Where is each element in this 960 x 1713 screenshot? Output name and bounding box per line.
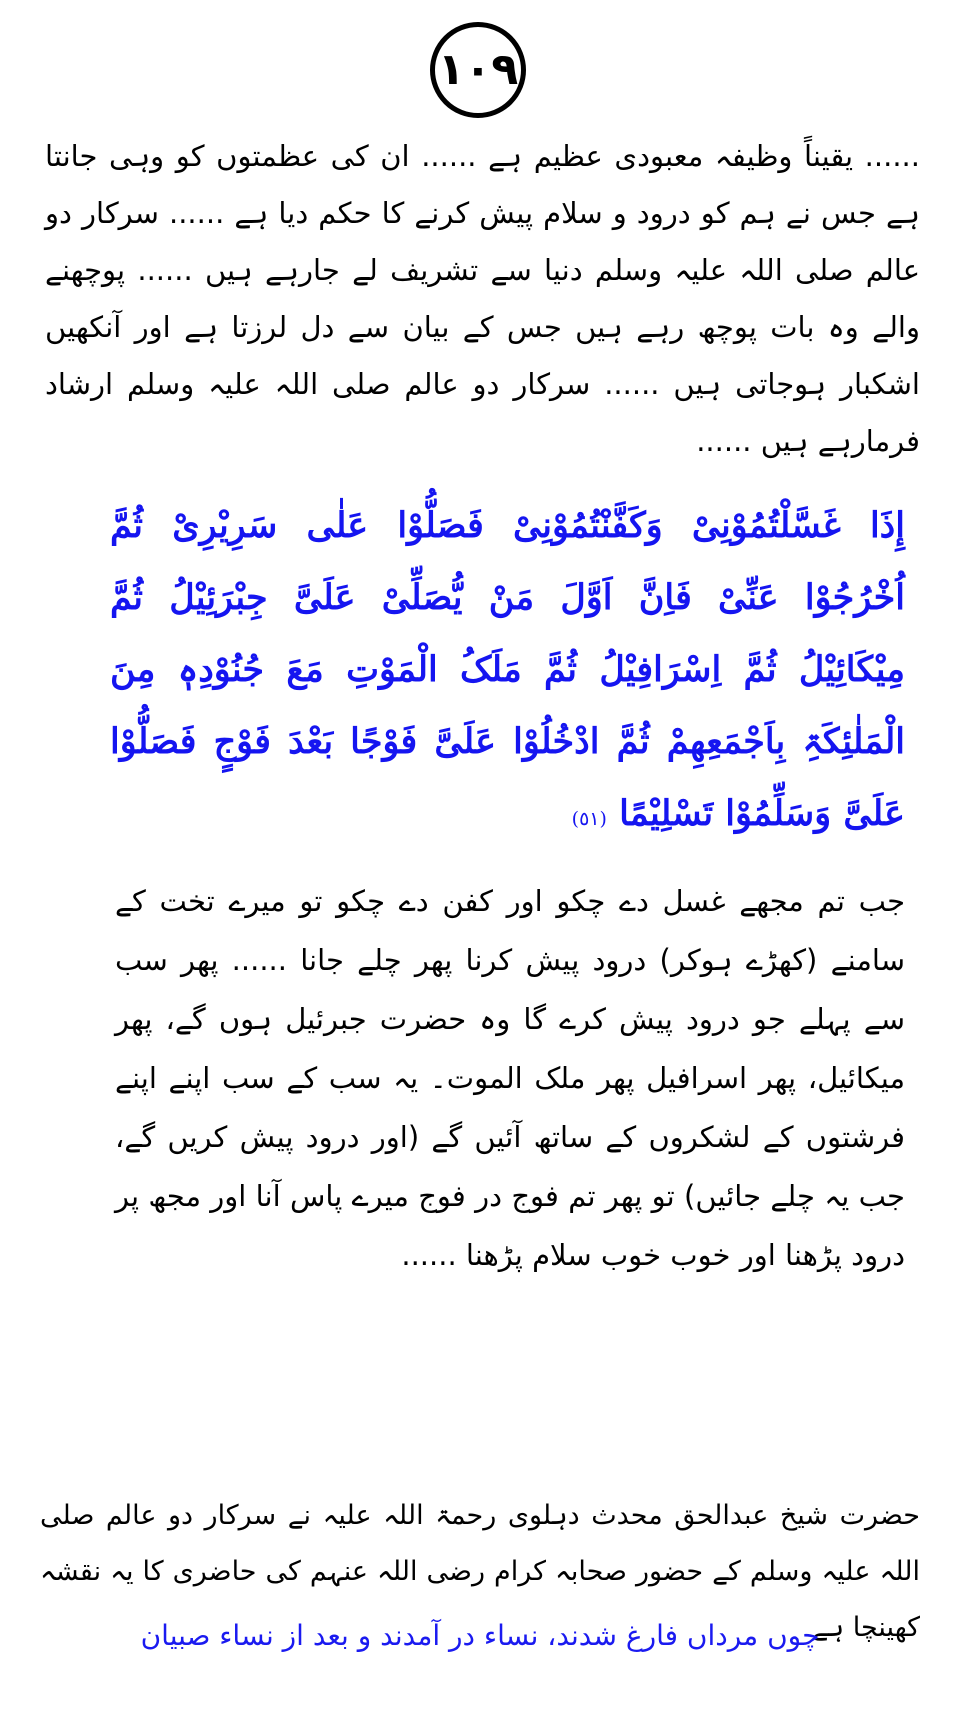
intro-paragraph: ...... یقیناً وظیفہ معبودی عظیم ہے ...... ان کی عظمتوں کو وہی جانتا ہے جس نے ہم کو درود و سلام پیش کرنے کا حکم دیا ہے ...... سرکار دو عالم صلی اللہ علیہ وسلم دنیا سے تشریف لے جارہے ہیں ...... پوچھنے والے وہ بات پوچھ رہے ہیں جس کے بیان سے دل لرزتا ہے اور آنکھیں اشکبار ہوجاتی ہیں ...... سرکار دو عالم صلی اللہ علیہ وسلم ارشاد فرمارہے ہیں ...... <box>45 139 920 458</box>
closing-paragraph: حضرت شیخ عبدالحق محدث دہلوی رحمۃ اللہ علیہ نے سرکار دو عالم صلی اللہ علیہ وسلم کے حضور صحابہ کرام رضی اللہ عنہم کی حاضری کا یہ نقشہ کھینچا ہے <box>40 1500 920 1643</box>
page-number-badge <box>430 22 526 118</box>
urdu-translation-paragraph: جب تم مجھے غسل دے چکو اور کفن دے چکو تو میرے تخت کے سامنے (کھڑے ہوکر) درود پیش کرنا پھر چلے جانا ...... پھر سب سے پہلے جو درود پیش کرے گا وہ حضرت جبرئیل ہوں گے، پھر میکائیل، پھر اسرافیل پھر ملک الموت۔ یہ سب کے سب اپنے اپنے فرشتوں کے لشکروں کے ساتھ آئیں گے (اور درود پیش کریں گے، جب یہ چلے جائیں) تو پھر تم فوج در فوج میرے پاس آنا اور مجھ پر درود پڑھنا اور خوب خوب سلام پڑھنا ...... <box>115 884 905 1272</box>
persian-quote: چوں مرداں فارغ شدند، نساء در آمدند و بعد از نساء صبیان <box>140 1619 820 1652</box>
page-number: ١٠٩ <box>437 44 519 95</box>
hadith-reference-number: (٥١) <box>571 808 607 830</box>
arabic-hadith-quote <box>110 490 905 855</box>
arabic-hadith-text: إِذَا غَسَّلْتُمُوْنِیْ وَکَفَّنْتُمُوْنِیْ فَصَلُّوْا عَلٰی سَرِیْرِیْ ثُمَّ اُخْرُجُوْا عَنِّیْ فَاِنَّ اَوَّلَ مَنْ یُّصَلِّیْ عَلَیَّ جِبْرَئِیْلُ ثُمَّ مِیْکَائِیْلُ ثُمَّ اِسْرَافِیْلُ ثُمَّ مَلَکُ الْمَوْتِ مَعَ جُنُوْدِہٖ مِنَ الْمَلٰئِکَۃِ بِاَجْمَعِھِمْ ثُمَّ ادْخُلُوْا عَلَیَّ فَوْجًا بَعْدَ فَوْجٍ فَصَلُّوْا عَلَیَّ وَسَلِّمُوْا تَسْلِیْمًا <box>110 505 905 834</box>
